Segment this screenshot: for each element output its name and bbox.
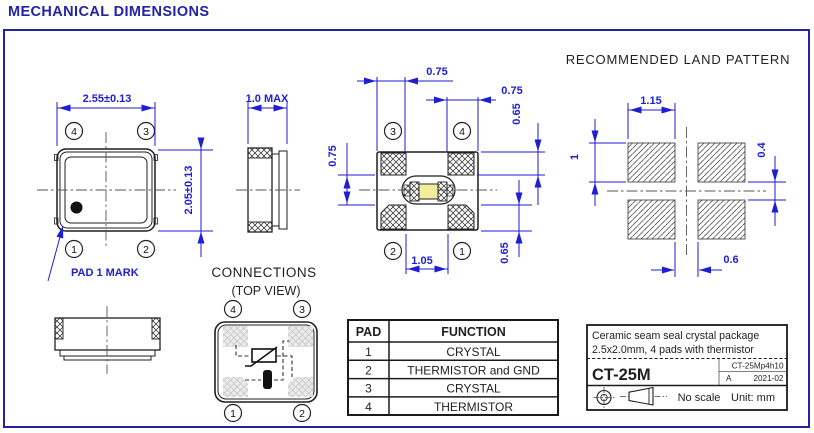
land-pattern-title: RECOMMENDED LAND PATTERN (565, 52, 791, 67)
crystal-clip (410, 182, 419, 201)
svg-text:1.15: 1.15 (640, 95, 662, 107)
svg-text:CRYSTAL: CRYSTAL (446, 381, 501, 396)
pad-number-3 (294, 301, 311, 318)
pad1-mark-label: PAD 1 MARK (71, 267, 139, 279)
dim-pad-right-offset (426, 85, 523, 152)
pad-number-4 (66, 123, 83, 140)
pad-metallization (248, 148, 272, 158)
pad-metallization (152, 318, 160, 339)
pad-2 (381, 205, 406, 229)
table-header-pad: PAD (355, 325, 382, 339)
dim-pad-left-offset (357, 66, 453, 152)
svg-text:3: 3 (143, 125, 149, 138)
revision: A (726, 374, 732, 383)
land-pattern-view (566, 52, 791, 277)
pad-metallization (55, 318, 63, 339)
svg-text:0.75: 0.75 (426, 66, 448, 78)
unit-note: Unit: mm (731, 392, 775, 404)
svg-text:0.75: 0.75 (501, 85, 523, 97)
internal-view (327, 66, 545, 274)
description-line1: Ceramic seam seal crystal package (592, 330, 760, 342)
pad-number-2 (385, 243, 402, 260)
doc-number: CT-25Mp4h10 (731, 361, 784, 371)
dim-land-row-gap (748, 141, 786, 226)
pad-number-4 (454, 123, 471, 140)
pad-number-3 (138, 123, 155, 140)
dim-land-col-gap (651, 242, 739, 277)
table-row (365, 363, 540, 377)
svg-text:1: 1 (459, 245, 465, 258)
svg-text:3: 3 (299, 303, 305, 316)
crystal-blank (419, 184, 438, 199)
pad-number-2 (294, 405, 311, 422)
svg-text:4: 4 (71, 125, 77, 138)
crystal-symbol (263, 370, 272, 389)
lid-step (60, 350, 155, 356)
dim-center-gap (327, 143, 375, 205)
pad1-mark-dot (71, 202, 83, 214)
table-row (365, 400, 513, 414)
page-title: MECHANICAL DIMENSIONS (8, 4, 210, 20)
connections-title: CONNECTIONS (211, 265, 317, 280)
pad-number-1 (225, 405, 242, 422)
connections-pad-3 (288, 326, 313, 347)
table-row (365, 345, 501, 359)
pad-metallization (248, 222, 272, 232)
svg-text:4: 4 (230, 303, 236, 316)
svg-text:3: 3 (390, 125, 396, 138)
connections-pad-1 (223, 377, 248, 397)
pad-function-table (348, 320, 558, 415)
crystal-spring (447, 185, 453, 196)
pad-number-1 (454, 243, 471, 260)
pad-1 (448, 205, 474, 229)
svg-text:3: 3 (365, 381, 372, 396)
svg-text:0.6: 0.6 (723, 254, 739, 266)
crystal-clip (438, 182, 447, 201)
pad-3 (381, 153, 406, 175)
table-row (365, 382, 501, 396)
svg-text:2.05±0.13: 2.05±0.13 (183, 165, 195, 215)
side-view (236, 93, 300, 232)
connections-subtitle: (TOP VIEW) (231, 284, 301, 298)
land-pad (628, 143, 675, 182)
front-view (55, 306, 160, 374)
svg-text:0.65: 0.65 (511, 103, 523, 125)
svg-text:4: 4 (365, 399, 372, 414)
dim-pad-bottom-height (481, 180, 532, 264)
connections-pad-2 (288, 377, 313, 397)
svg-text:THERMISTOR: THERMISTOR (433, 399, 514, 414)
dim-land-pad-width (628, 95, 675, 139)
land-pad (698, 200, 745, 239)
svg-text:0.4: 0.4 (756, 142, 768, 158)
lid-step (64, 356, 151, 360)
svg-text:THERMISTOR and GND: THERMISTOR and GND (407, 363, 540, 378)
svg-text:1.0 MAX: 1.0 MAX (245, 93, 289, 105)
dim-package-thickness (246, 93, 289, 144)
title-block (587, 325, 787, 410)
svg-text:2: 2 (390, 245, 396, 258)
dim-package-height (158, 138, 213, 257)
top-view (37, 93, 213, 281)
revision-date: 2021-02 (753, 374, 784, 383)
pad-number-1 (66, 241, 83, 258)
crystal-spring (404, 185, 410, 196)
svg-text:2.55±0.13: 2.55±0.13 (82, 93, 132, 105)
connections-view (211, 265, 317, 422)
dim-pad-top-height (477, 103, 545, 205)
part-number: CT-25M (592, 366, 651, 384)
svg-text:2: 2 (365, 363, 372, 378)
land-pad (628, 200, 675, 239)
svg-text:1: 1 (569, 153, 581, 161)
svg-text:2: 2 (143, 243, 149, 256)
pad1-mark-leader (48, 226, 63, 281)
pad-number-3 (385, 123, 402, 140)
svg-text:0.65: 0.65 (499, 242, 511, 264)
pad-number-2 (138, 241, 155, 258)
svg-text:1: 1 (71, 243, 77, 256)
first-angle-projection-icon (594, 387, 668, 408)
svg-text:4: 4 (459, 125, 465, 138)
dim-land-pad-height (569, 119, 626, 206)
svg-text:1: 1 (230, 407, 236, 420)
svg-text:1: 1 (365, 345, 372, 359)
svg-text:2: 2 (299, 407, 305, 420)
pad-4 (448, 153, 474, 175)
thermistor-symbol (245, 347, 277, 366)
land-pad (698, 143, 745, 182)
description-line2: 2.5x2.0mm, 4 pads with thermistor (592, 344, 754, 356)
scale-note: No scale (677, 392, 721, 404)
dim-pad-span (406, 234, 448, 274)
pad-number-4 (225, 301, 242, 318)
connections-pad-4 (223, 326, 248, 347)
table-header-function: FUNCTION (441, 325, 506, 339)
svg-text:0.75: 0.75 (327, 145, 339, 167)
svg-text:CRYSTAL: CRYSTAL (446, 345, 501, 359)
svg-text:1.05: 1.05 (411, 255, 433, 267)
thermistor-wire-pad2 (277, 356, 292, 377)
